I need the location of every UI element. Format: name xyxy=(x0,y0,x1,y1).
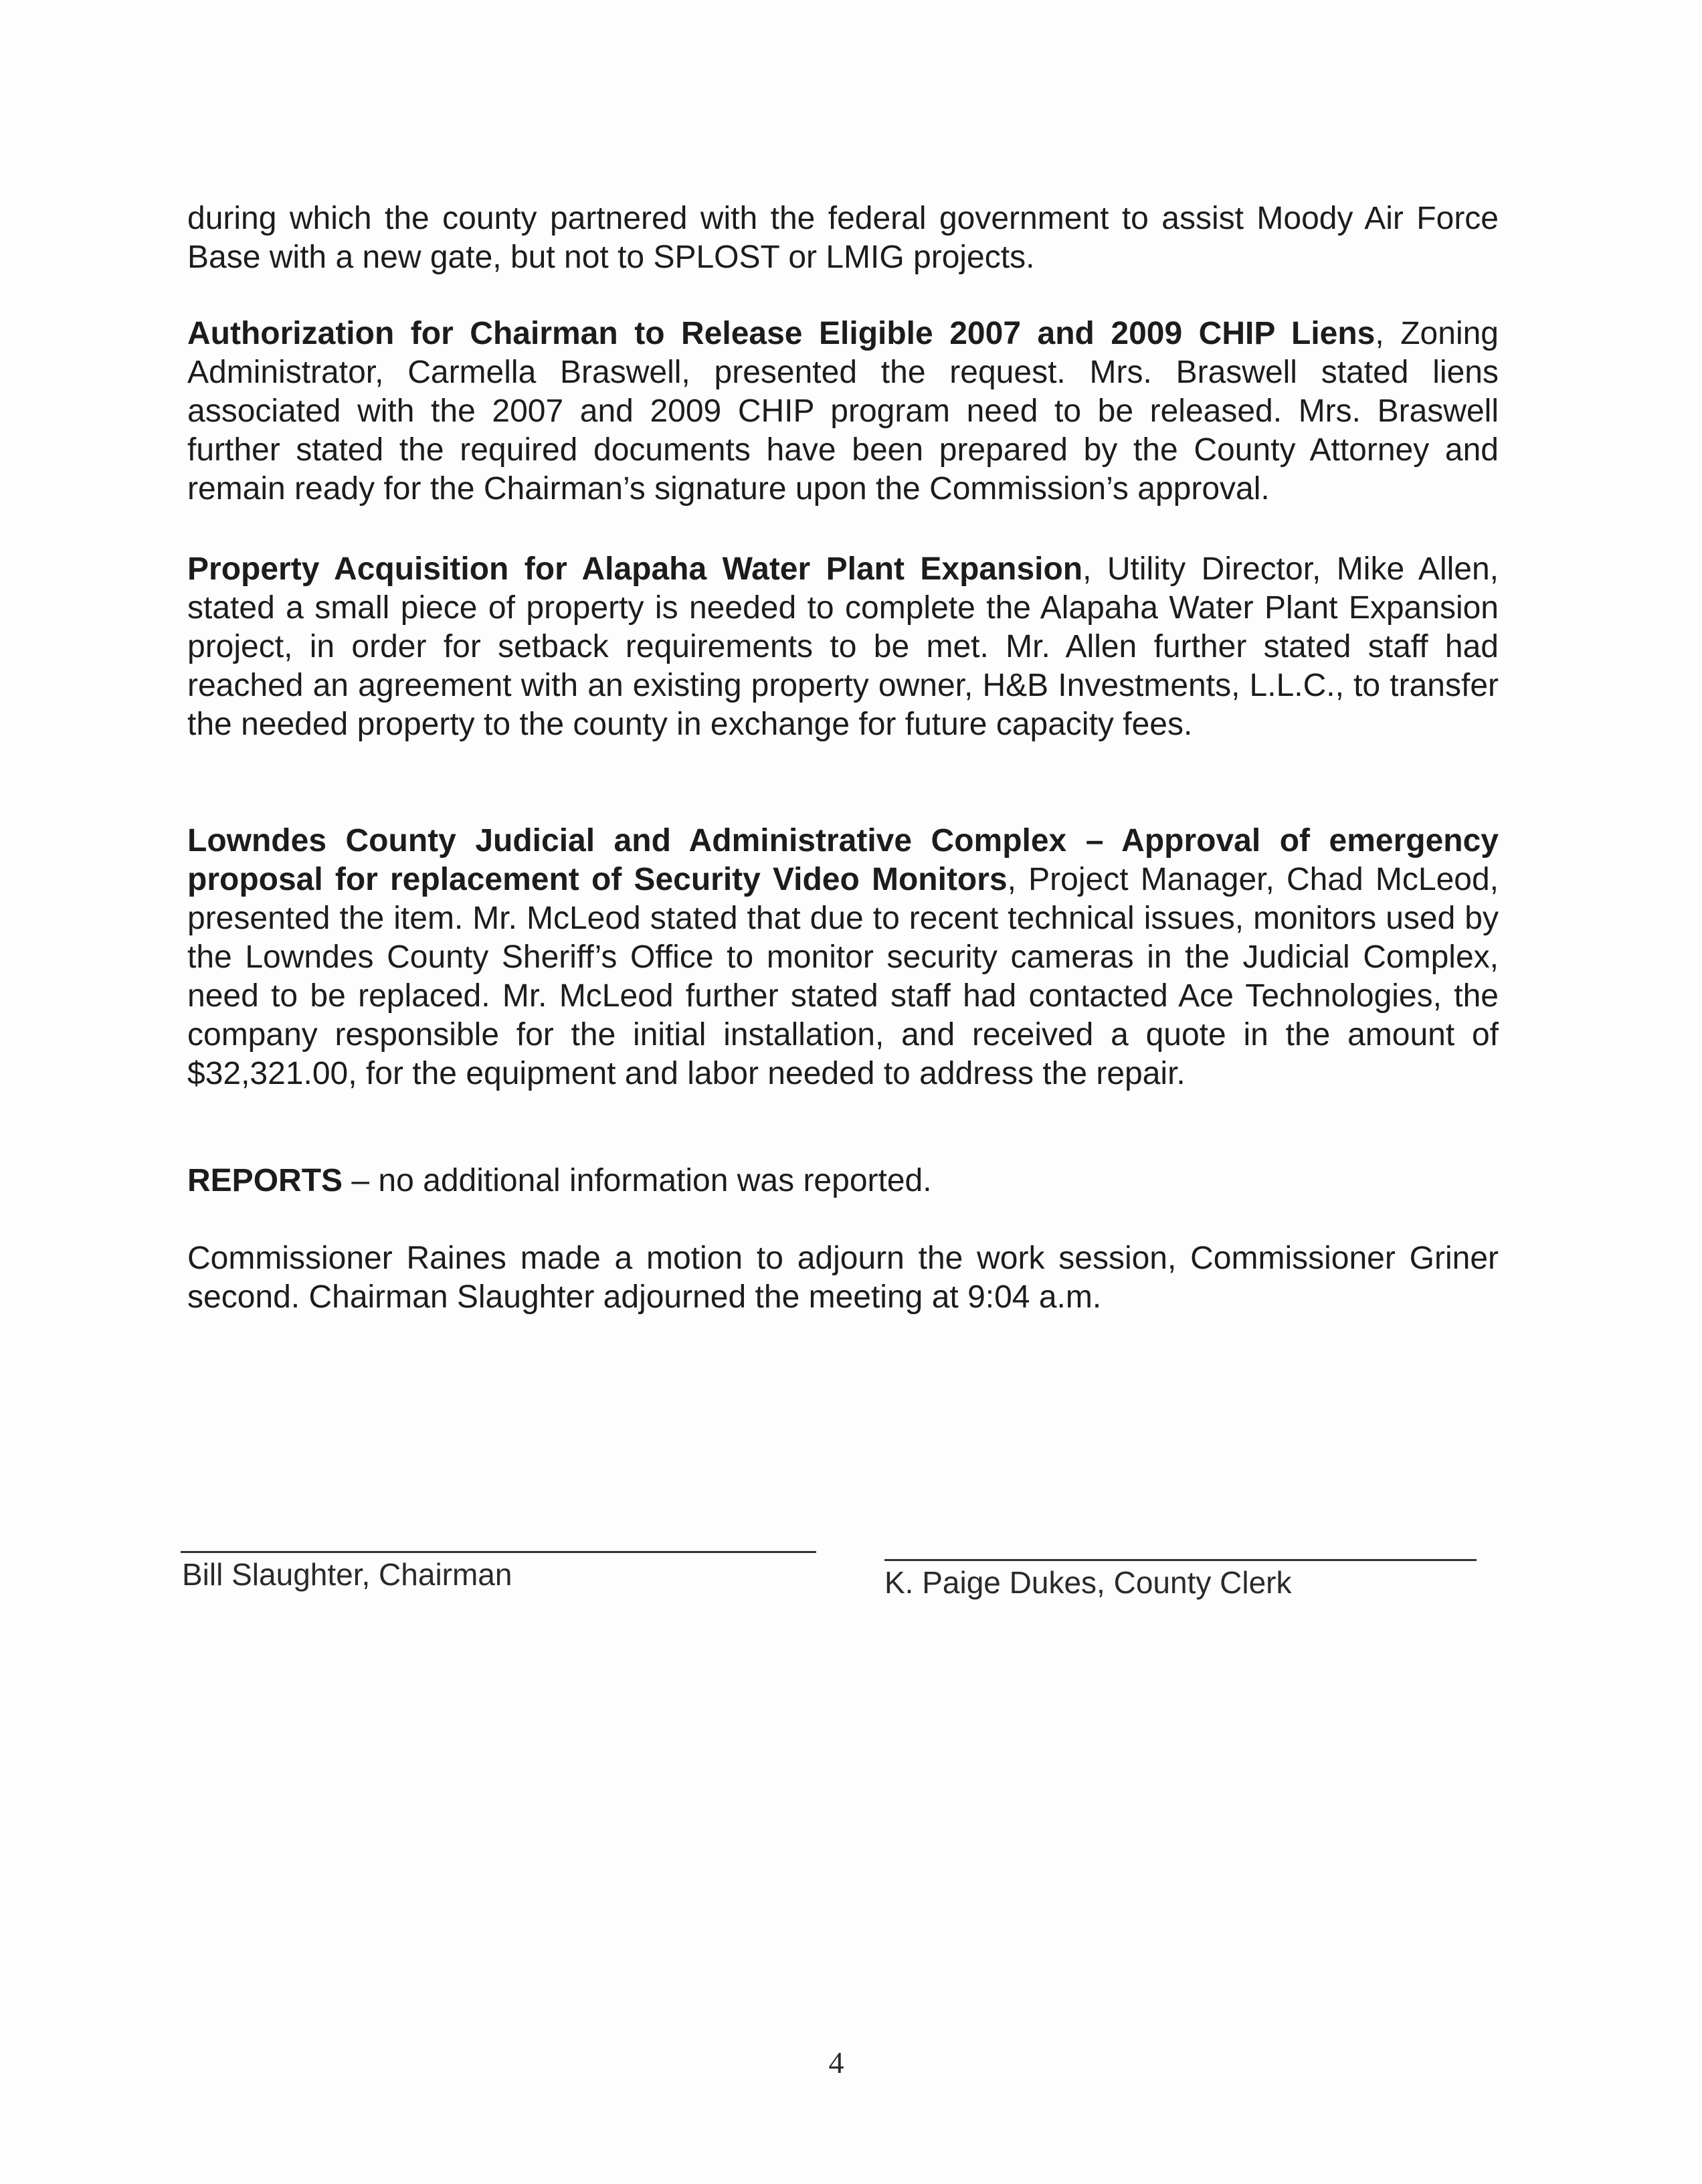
paragraph-moody-gate xyxy=(187,199,1499,277)
paragraph-reports xyxy=(187,1162,1499,1200)
page-number: 4 xyxy=(828,2045,844,2080)
paragraph-text: – no additional information was reported. xyxy=(343,1163,932,1198)
signature-line-clerk xyxy=(884,1559,1477,1561)
paragraph-property-acquisition xyxy=(187,550,1499,744)
paragraph-text: , Zoning Administrator, Carmella Braswell, presented the request. Mrs. Braswell stated liens associated with the 2007 and 2009 CHIP program need to be released. Mrs. Braswell further stated the required documents have been prepared by the County Attorney and remain ready for the Chairman’s signature upon the Commission’s approval. xyxy=(187,316,1499,507)
paragraph-text: during which the county partnered with the federal government to assist Moody Air Force Base with a new gate, but not to SPLOST or LMIG projects. xyxy=(187,201,1499,275)
paragraph-heading: REPORTS xyxy=(187,1163,343,1198)
signature-line-chairman xyxy=(181,1551,816,1553)
paragraph-heading: Authorization for Chairman to Release Eligible 2007 and 2009 CHIP Liens xyxy=(187,316,1376,351)
paragraph-text: Commissioner Raines made a motion to adjourn the work session, Commissioner Griner second. Chairman Slaughter adjourned the meeting at 9:04 a.m. xyxy=(187,1241,1499,1315)
signature-label-clerk: K. Paige Dukes, County Clerk xyxy=(884,1565,1292,1600)
paragraph-heading: Lowndes County Judicial and Administrative Complex – Approval of emergency proposal for replacement of Security Video Monitors xyxy=(187,823,1499,897)
paragraph-text: , Utility Director, Mike Allen, stated a small piece of property is needed to complete the Alapaha Water Plant Expansion project, in order for setback requirements to be met. Mr. Allen further stated staff had reached an agreement with an existing property owner, H&B Investments, L.L.C., to transfer the needed property to the county in exchange for future capacity fees. xyxy=(187,551,1499,742)
paragraph-text: , Project Manager, Chad McLeod, presented the item. Mr. McLeod stated that due to recent technical issues, monitors used by the Lowndes County Sheriff’s Office to monitor security cameras in the Judicial Complex, need to be replaced. Mr. McLeod further stated staff had contacted Ace Technologies, the company responsible for the initial installation, and received a quote in the amount of $32,321.00, for the equipment and labor needed to address the repair. xyxy=(187,862,1499,1091)
paragraph-heading: Property Acquisition for Alapaha Water Plant Expansion xyxy=(187,551,1083,587)
paragraph-adjournment xyxy=(187,1239,1499,1317)
paragraph-security-monitors xyxy=(187,822,1499,1093)
signature-label-chairman: Bill Slaughter, Chairman xyxy=(182,1557,512,1592)
paragraph-chip-liens xyxy=(187,314,1499,509)
